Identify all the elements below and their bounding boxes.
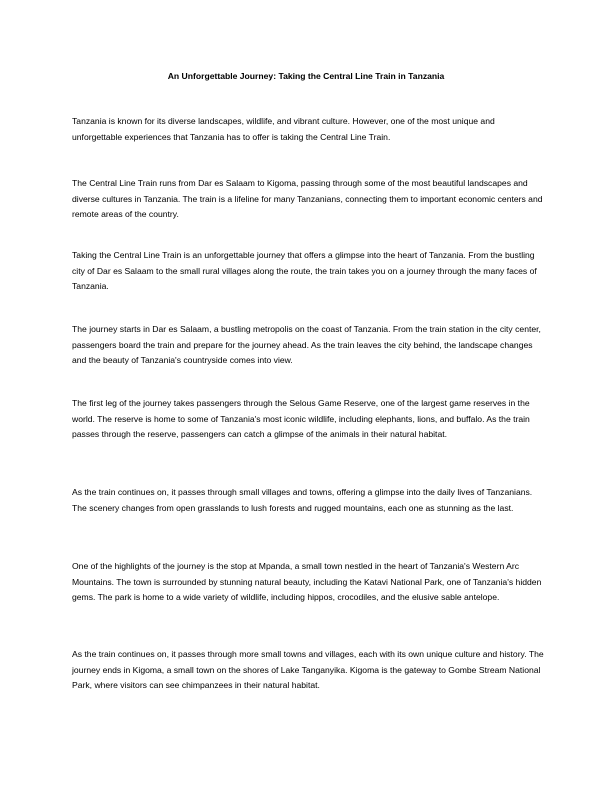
paragraph-mpanda: One of the highlights of the journey is the stop at Mpanda, a small town nestled in the heart of Tanzania's Western Arc Mountains. The town is surrounded by stunning natural beauty, including the Katavi National Park, one of Tanzania's hidden gems. The park is home to a wide variety of wildlife, including hippos, crocodiles, and the elusive sable antelope. bbox=[72, 561, 542, 603]
paragraph-intro: Tanzania is known for its diverse landscapes, wildlife, and vibrant culture. However, one of the most unique and unforgettable experiences that Tanzania has to offer is taking the Central Line Train. bbox=[72, 116, 495, 142]
paragraph-journey-overview: Taking the Central Line Train is an unforgettable journey that offers a glimpse into the heart of Tanzania. From the bustling city of Dar es Salaam to the small rural villages along the route, the train takes you on a journey through the many faces of Tanzania. bbox=[72, 250, 537, 292]
paragraph-dar-es-salaam: The journey starts in Dar es Salaam, a bustling metropolis on the coast of Tanzania. From the train station in the city center, passengers board the train and prepare for the journey ahead. As the train leaves the city behind, the landscape changes and the beauty of Tanzania's countryside comes into view. bbox=[72, 324, 541, 366]
paragraph-route: The Central Line Train runs from Dar es Salaam to Kigoma, passing through some of the most beautiful landscapes and diverse cultures in Tanzania. The train is a lifeline for many Tanzanians, connecting them to important economic centers and remote areas of the country. bbox=[72, 178, 543, 220]
document-title: An Unforgettable Journey: Taking the Central Line Train in Tanzania bbox=[167, 71, 445, 81]
paragraph-kigoma: As the train continues on, it passes through more small towns and villages, each with its own unique culture and history. The journey ends in Kigoma, a small town on the shores of Lake Tanganyika. Kigoma is the gateway to Gombe Stream National Park, where visitors can see chimpanzees in their natural habitat. bbox=[72, 649, 544, 691]
paragraph-villages: As the train continues on, it passes through small villages and towns, offering a glimpse into the daily lives of Tanzanians. The scenery changes from open grasslands to lush forests and rugged mountains, each one as stunning as the last. bbox=[72, 487, 533, 513]
paragraph-selous-reserve: The first leg of the journey takes passengers through the Selous Game Reserve, one of the largest game reserves in the world. The reserve is home to some of Tanzania's most iconic wildlife, including elephants, lions, and buffalo. As the train passes through the reserve, passengers can catch a glimpse of the animals in their natural habitat. bbox=[72, 398, 530, 440]
